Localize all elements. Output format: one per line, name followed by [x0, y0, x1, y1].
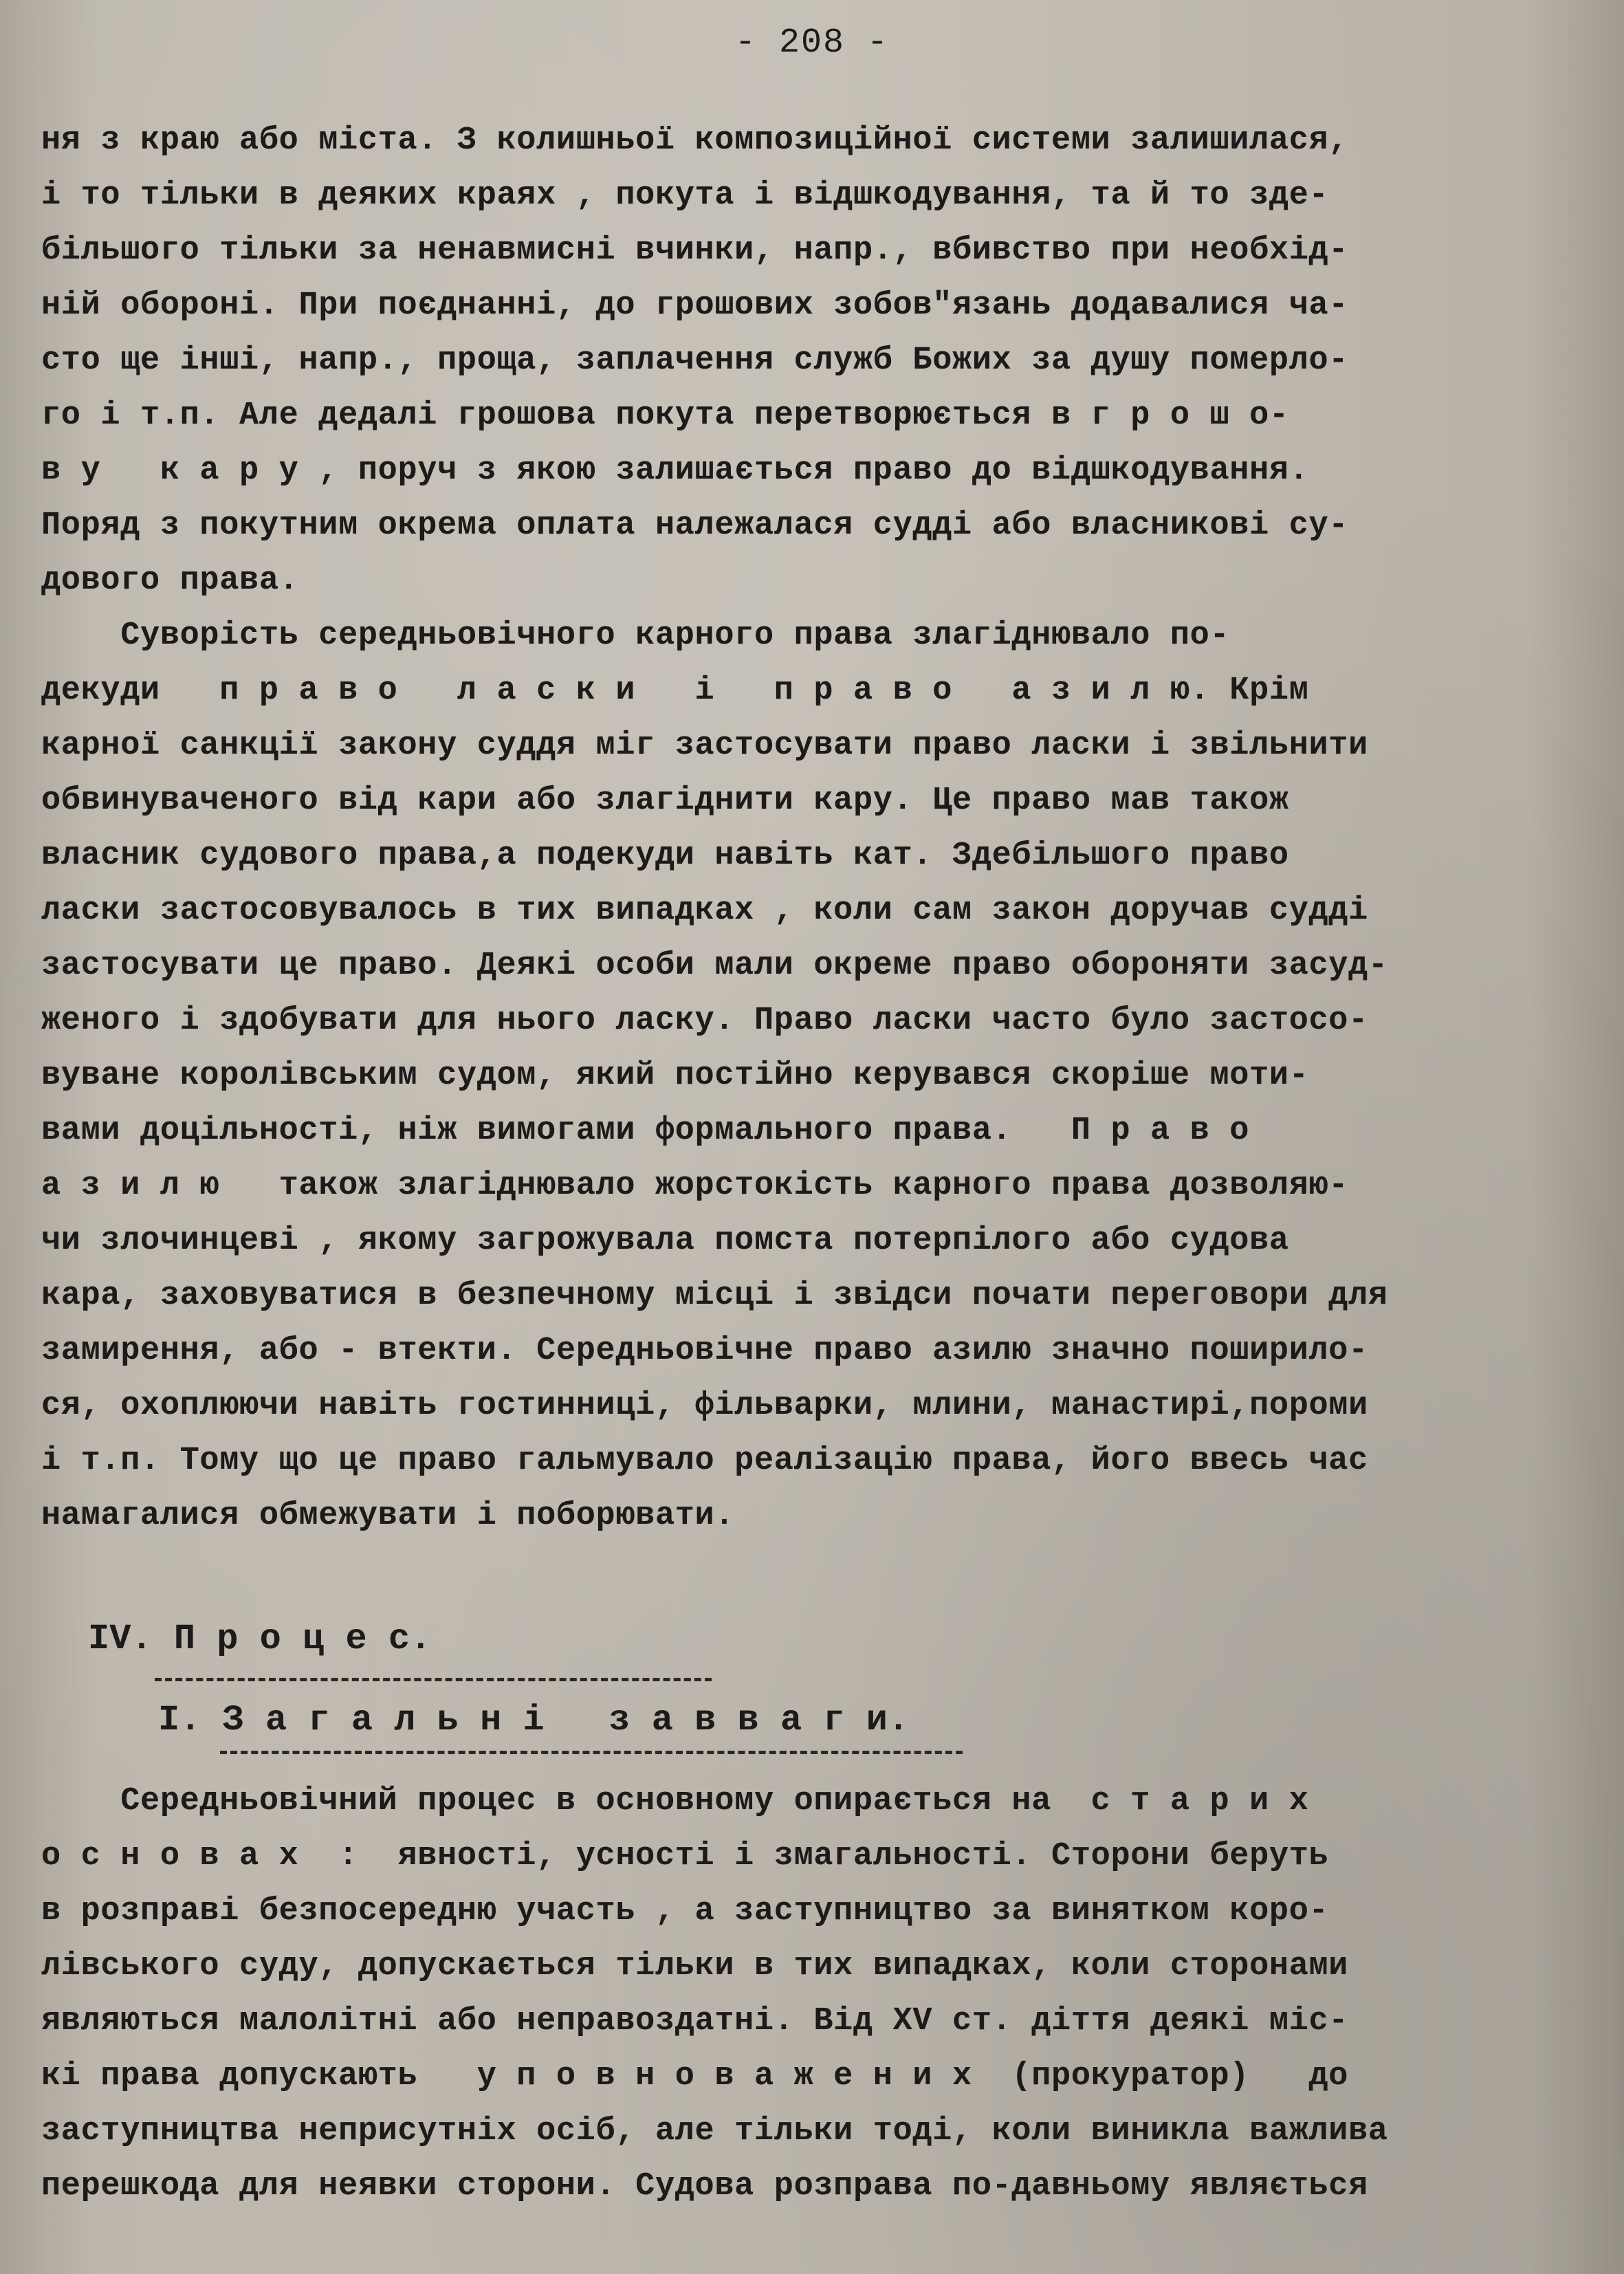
text-line: замирення, або - втекти. Середньовічне право азилю значно поширило-	[41, 1333, 1368, 1369]
text-line: і т.п. Тому що це право гальмувало реалізацію права, його ввесь час	[41, 1443, 1368, 1479]
text-line: в у к а р у , поруч з якою залишається право до відшкодування.	[41, 452, 1309, 489]
text-line: лівського суду, допускається тільки в тих випадках, коли сторонами	[41, 1948, 1349, 1985]
text-line: кі права допускають у п о в н о в а ж е н и х (прокуратор) до	[41, 2058, 1349, 2095]
text-line: перешкода для неявки сторони. Судова розправа по-давньому являється	[41, 2168, 1368, 2205]
section-heading: IV. П р о ц е с.	[88, 1619, 432, 1659]
text-line: чи злочинцеві , якому загрожувала помста потерпілого або судова	[41, 1223, 1289, 1259]
section-heading-underline	[155, 1678, 712, 1681]
text-line: Суворість середньовічного карного права злагіднювало по-	[41, 617, 1230, 654]
text-line: карної санкції закону суддя міг застосувати право ласки і звільнити	[41, 728, 1368, 764]
text-line: власник судового права,а подекуди навіть кат. Здебільшого право	[41, 838, 1289, 874]
text-line: Середньовічний процес в основному опирається на с т а р и х	[41, 1783, 1309, 1819]
text-line: в розправі безпосередню участь , а заступництво за винятком коро-	[41, 1893, 1329, 1929]
text-line: Поряд з покутним окрема оплата належалася судді або власникові су-	[41, 507, 1349, 544]
text-line: більшого тільки за ненавмисні вчинки, напр., вбивство при необхід-	[41, 232, 1349, 269]
subsection-heading-underline	[220, 1751, 963, 1754]
page-number: - 208 -	[734, 23, 890, 63]
text-line: намагалися обмежувати і поборювати.	[41, 1498, 735, 1534]
text-line: ній обороні. При поєднанні, до грошових зобов"язань додавалися ча-	[41, 287, 1349, 324]
text-line: і то тільки в деяких краях , покута і відшкодування, та й то зде-	[41, 177, 1329, 214]
text-line: женого і здобувати для нього ласку. Право ласки часто було застосо-	[41, 1003, 1368, 1039]
text-line: застосувати це право. Деякі особи мали окреме право обороняти засуд-	[41, 948, 1388, 984]
text-line: ся, охоплюючи навіть гостинниці, фільварки, млини, манастирі,пороми	[41, 1388, 1368, 1424]
text-line: кара, заховуватися в безпечному місці і звідси почати переговори для	[41, 1278, 1388, 1314]
text-line: ня з краю або міста. З колишньої композиційної системи залишилася,	[41, 122, 1349, 159]
text-line: декуди п р а в о л а с к и і п р а в о а з и л ю. Крім	[41, 673, 1309, 709]
text-line: вами доцільності, ніж вимогами формального права. П р а в о	[41, 1113, 1250, 1149]
text-line: обвинуваченого від кари або злагіднити кару. Це право мав також	[41, 783, 1289, 819]
text-line: о с н о в а х : явності, усності і змагальності. Сторони беруть	[41, 1838, 1329, 1874]
subsection-heading: I. З а г а л ь н і з а в в а г и.	[158, 1700, 910, 1740]
text-line: сто ще інші, напр., проща, заплачення служб Божих за душу померло-	[41, 342, 1349, 379]
text-line: заступництва неприсутніх осіб, але тільки тоді, коли виникла важлива	[41, 2113, 1388, 2150]
text-line: го і т.п. Але дедалі грошова покута перетворюється в г р о ш о-	[41, 397, 1289, 434]
text-line: дового права.	[41, 562, 299, 599]
text-line: являються малолітні або неправоздатні. Від XV ст. діття деякі міс-	[41, 2003, 1349, 2040]
text-line: вуване королівським судом, який постійно керувався скоріше моти-	[41, 1058, 1309, 1094]
text-line: а з и л ю також злагіднювало жорстокість карного права дозволяю-	[41, 1168, 1349, 1204]
text-line: ласки застосовувалось в тих випадках , коли сам закон доручав судді	[41, 893, 1368, 929]
